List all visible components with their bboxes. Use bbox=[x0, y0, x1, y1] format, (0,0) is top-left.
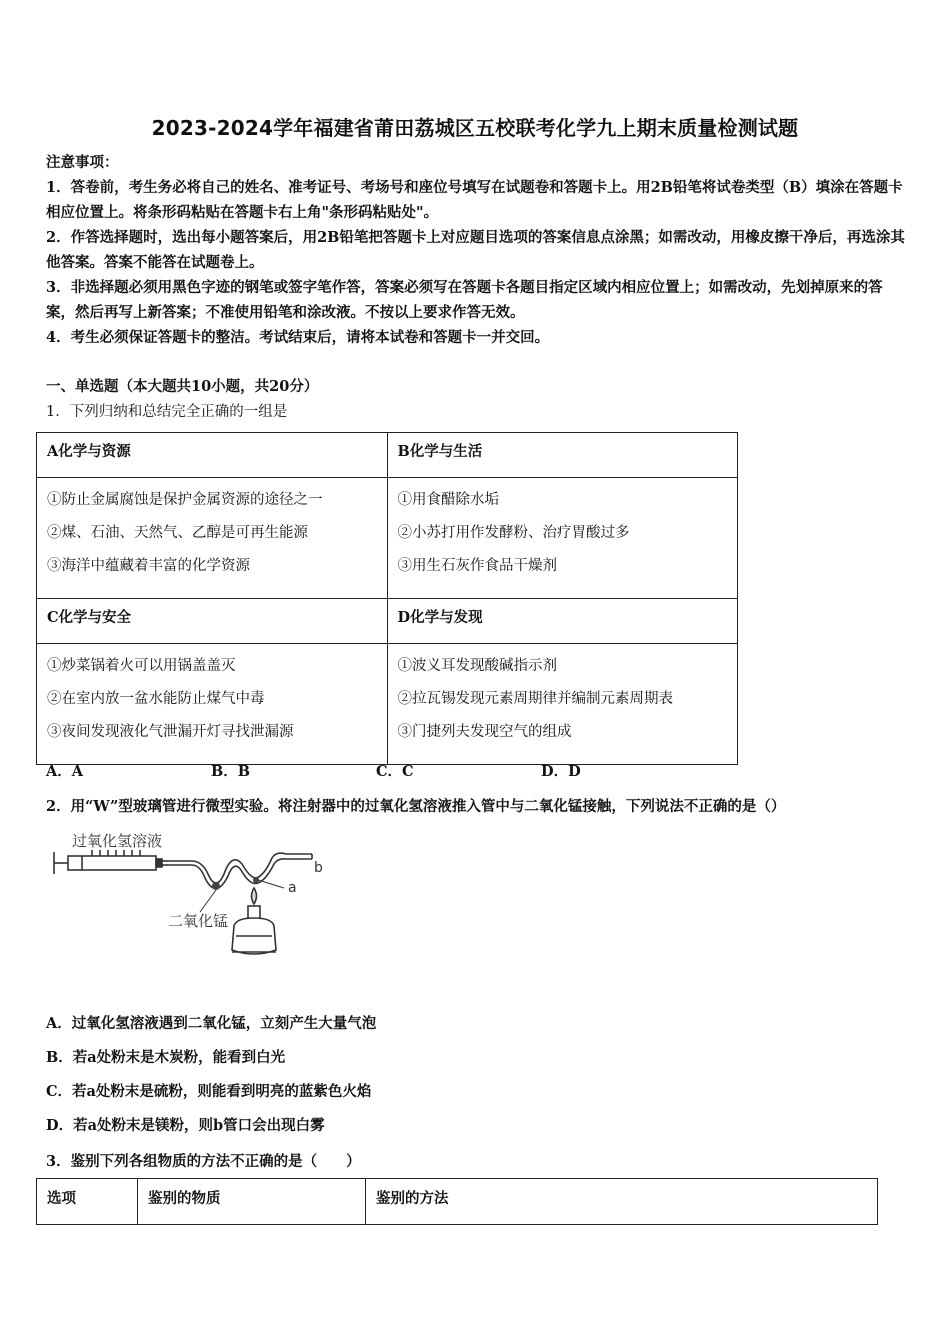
label-mno2: 二氧化锰 bbox=[168, 912, 229, 930]
cell-line: ②小苏打用作发酵粉、治疗胃酸过多 bbox=[397, 525, 630, 541]
alcohol-lamp-icon bbox=[232, 888, 276, 954]
cell-line: ③用生石灰作食品干燥剂 bbox=[397, 558, 557, 574]
label-b: b bbox=[314, 860, 323, 876]
notice-item: 2．作答选择题时，选出每小题答案后，用2B铅笔把答题卡上对应题目选项的答案信息点涂黑；如需改动，用橡皮擦干净后，再选涂其他答案。答案不能答在试题卷上。 bbox=[46, 229, 905, 271]
notice-block bbox=[46, 150, 906, 350]
cell-line: ①炒菜锅着火可以用锅盖盖灭 bbox=[47, 658, 236, 674]
notice-item: 3．非选择题必须用黑色字迹的钢笔或签字笔作答，答案必须写在答题卡各题目指定区域内相应位置上；如需改动，先划掉原来的答案，然后再写上新答案；不准使用铅笔和涂改液。不按以上要求作答无效。 bbox=[46, 279, 883, 321]
cell-b-head: B化学与生活 bbox=[387, 433, 738, 478]
option-d[interactable]: D．D bbox=[541, 763, 581, 780]
cell-line: ①用食醋除水垢 bbox=[397, 492, 499, 508]
question-3-stem: 3．鉴别下列各组物质的方法不正确的是（ ） bbox=[46, 1153, 361, 1170]
cell-line: ②在室内放一盆水能防止煤气中毒 bbox=[47, 691, 265, 707]
cell-c-body bbox=[37, 644, 388, 765]
cell-line: ①防止金属腐蚀是保护金属资源的途径之一 bbox=[47, 492, 323, 508]
option-d[interactable]: D．若a处粉末是镁粉，则b管口会出现白雾 bbox=[46, 1117, 325, 1134]
question-1-stem: 1．下列归纳和总结完全正确的一组是 bbox=[46, 404, 288, 420]
cell-d-body bbox=[387, 644, 738, 765]
notice-heading: 注意事项： bbox=[46, 154, 119, 171]
question-3-table bbox=[36, 1178, 878, 1225]
notice-item: 1．答卷前，考生务必将自己的姓名、准考证号、考场号和座位号填写在试题卷和答题卡上。用2B铅笔将试卷类型（B）填涂在答题卡相应位置上。将条形码粘贴在答题卡右上角"条形码粘贴处"。 bbox=[46, 179, 903, 221]
header-method: 鉴别的方法 bbox=[366, 1179, 878, 1225]
syringe-icon bbox=[54, 850, 168, 874]
notice-item: 4．考生必须保证答题卡的整洁。考试结束后，请将本试卷和答题卡一并交回。 bbox=[46, 329, 550, 346]
cell-line: ②拉瓦锡发现元素周期律并编制元素周期表 bbox=[397, 691, 673, 707]
option-b[interactable]: B．若a处粉末是木炭粉，能看到白光 bbox=[46, 1049, 286, 1066]
question-1-table bbox=[36, 432, 738, 765]
section-heading: 一、单选题（本大题共10小题，共20分） bbox=[46, 378, 319, 395]
cell-b-body bbox=[387, 478, 738, 599]
header-substances: 鉴别的物质 bbox=[138, 1179, 366, 1225]
cell-line: ③夜间发现液化气泄漏开灯寻找泄漏源 bbox=[47, 724, 294, 740]
cell-line: ①波义耳发现酸碱指示剂 bbox=[397, 658, 557, 674]
question-2-stem: 2．用“W”型玻璃管进行微型实验。将注射器中的过氧化氢溶液推入管中与二氧化锰接触，下列说法不正确的是（） bbox=[46, 798, 786, 815]
cell-a-head: A化学与资源 bbox=[37, 433, 388, 478]
label-h2o2: 过氧化氢溶液 bbox=[72, 832, 163, 850]
option-a[interactable]: A．A bbox=[46, 763, 84, 780]
cell-line: ②煤、石油、天然气、乙醇是可再生能源 bbox=[47, 525, 308, 541]
option-c[interactable]: C．若a处粉末是硫粉，则能看到明亮的蓝紫色火焰 bbox=[46, 1083, 372, 1100]
cell-d-head: D化学与发现 bbox=[387, 599, 738, 644]
w-tube-diagram bbox=[50, 826, 340, 976]
cell-c-head: C化学与安全 bbox=[37, 599, 388, 644]
page-title: 2023-2024学年福建省莆田荔城区五校联考化学九上期末质量检测试题 bbox=[151, 116, 799, 140]
cell-a-body bbox=[37, 478, 388, 599]
option-c[interactable]: C．C bbox=[376, 763, 414, 780]
option-a[interactable]: A．过氧化氢溶液遇到二氧化锰，立刻产生大量气泡 bbox=[46, 1015, 377, 1032]
cell-line: ③门捷列夫发现空气的组成 bbox=[397, 724, 572, 740]
header-option: 选项 bbox=[37, 1179, 138, 1225]
label-a: a bbox=[288, 880, 297, 896]
option-b[interactable]: B．B bbox=[211, 763, 251, 780]
cell-line: ③海洋中蕴藏着丰富的化学资源 bbox=[47, 558, 250, 574]
